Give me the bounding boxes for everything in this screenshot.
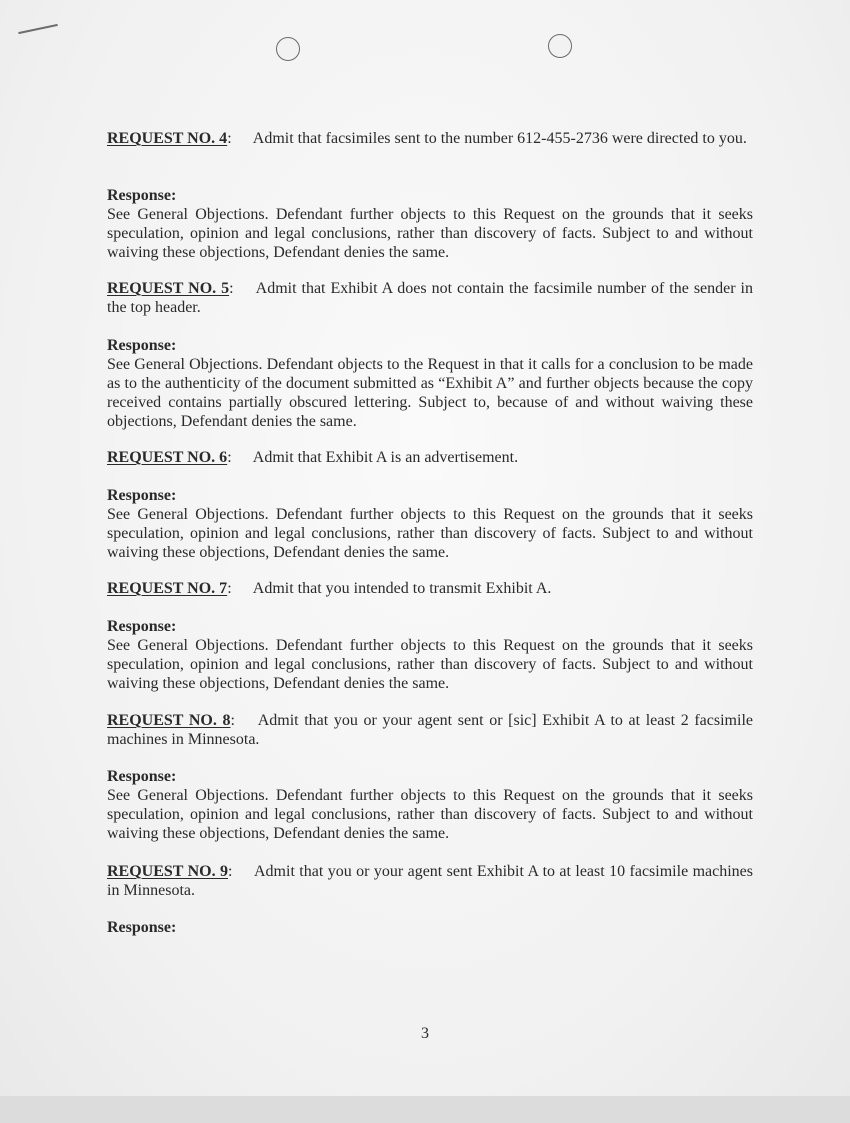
request-text: Admit that you or your agent sent Exhibit A to at least 10 facsimile machines in Minnesota. xyxy=(107,863,753,899)
request-5: REQUEST NO. 5: Admit that Exhibit A does not contain the facsimile number of the sender in the top header. xyxy=(107,280,753,316)
request-label: REQUEST NO. 8 xyxy=(107,712,231,729)
request-label: REQUEST NO. 6 xyxy=(107,449,228,466)
response-heading: Response: xyxy=(107,487,177,504)
request-text: Admit that Exhibit A does not contain the facsimile number of the sender in the top header. xyxy=(107,280,753,316)
request-text: Admit that facsimiles sent to the number 612-455-2736 were directed to you. xyxy=(252,130,747,147)
request-label: REQUEST NO. 7 xyxy=(107,580,228,597)
punch-hole-left xyxy=(276,37,300,61)
request-8: REQUEST NO. 8: Admit that you or your agent sent or [sic] Exhibit A to at least 2 facsimile machines in Minnesota. xyxy=(107,712,753,748)
response-text: See General Objections. Defendant further objects to this Request on the grounds that it seeks speculation, opinion and legal conclusions, rather than discovery of facts. Subject to and without waiving these objections, Defendant denies the same. xyxy=(107,206,753,261)
response-heading: Response: xyxy=(107,337,177,354)
punch-hole-right xyxy=(548,34,572,58)
response-heading: Response: xyxy=(107,187,177,204)
response-text: See General Objections. Defendant further objects to this Request on the grounds that it seeks speculation, opinion and legal conclusions, rather than discovery of facts. Subject to and without waiving these objections, Defendant denies the same. xyxy=(107,637,753,692)
request-text: Admit that you intended to transmit Exhibit A. xyxy=(252,580,552,597)
response-text: See General Objections. Defendant objects to the Request in that it calls for a conclusion to be made as to the authenticity of the document submitted as “Exhibit A” and further objects because the copy received contains partially obscured lettering. Subject to, because of and without waiving these objections, Defendant denies the same. xyxy=(107,356,753,430)
request-text: Admit that you or your agent sent or [sic] Exhibit A to at least 2 facsimile machines in Minnesota. xyxy=(107,712,753,748)
request-7: REQUEST NO. 7: Admit that you intended to transmit Exhibit A. xyxy=(107,580,552,597)
request-9: REQUEST NO. 9: Admit that you or your agent sent Exhibit A to at least 10 facsimile machines in Minnesota. xyxy=(107,863,753,899)
request-label: REQUEST NO. 4 xyxy=(107,130,228,147)
response-heading: Response: xyxy=(107,768,177,785)
request-label: REQUEST NO. 9 xyxy=(107,863,229,880)
request-4: REQUEST NO. 4: Admit that facsimiles sent to the number 612-455-2736 were directed to you. xyxy=(107,130,747,147)
page-number: 3 xyxy=(421,1025,429,1042)
response-heading: Response: xyxy=(107,618,177,635)
response-heading: Response: xyxy=(107,919,177,936)
response-text: See General Objections. Defendant further objects to this Request on the grounds that it seeks speculation, opinion and legal conclusions, rather than discovery of facts. Subject to and without waiving these objections, Defendant denies the same. xyxy=(107,506,753,561)
request-6: REQUEST NO. 6: Admit that Exhibit A is an advertisement. xyxy=(107,449,519,466)
request-text: Admit that Exhibit A is an advertisement. xyxy=(252,449,519,466)
scan-border xyxy=(0,1096,850,1123)
request-label: REQUEST NO. 5 xyxy=(107,280,230,297)
scan-mark xyxy=(18,24,57,34)
response-text: See General Objections. Defendant further objects to this Request on the grounds that it seeks speculation, opinion and legal conclusions, rather than discovery of facts. Subject to and without waiving these objections, Defendant denies the same. xyxy=(107,787,753,842)
